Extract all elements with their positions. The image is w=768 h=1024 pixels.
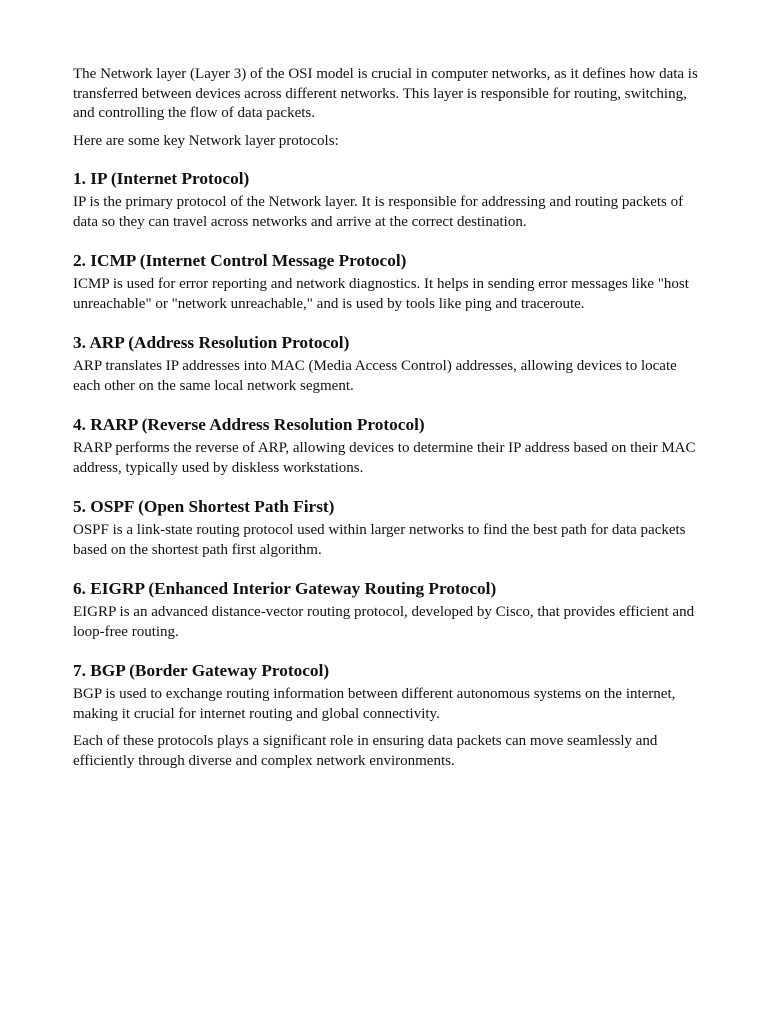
- protocol-body-rarp: RARP performs the reverse of ARP, allowing devices to determine their IP address based on their MAC address, typically used by diskless workstations.: [73, 440, 696, 476]
- protocol-section-icmp: [73, 250, 700, 314]
- protocol-body-arp: ARP translates IP addresses into MAC (Media Access Control) addresses, allowing devices to locate each other on the same local network segment.: [73, 358, 677, 394]
- protocol-section-eigrp: [73, 578, 700, 642]
- protocol-body-icmp: ICMP is used for error reporting and network diagnostics. It helps in sending error messages like "host unreachable" or "network unreachable," and is used by tools like ping and traceroute.: [73, 276, 689, 312]
- protocol-heading-rarp: 4. RARP (Reverse Address Resolution Protocol): [73, 415, 425, 434]
- protocol-heading-ip: 1. IP (Internet Protocol): [73, 169, 250, 188]
- protocol-heading-ospf: 5. OSPF (Open Shortest Path First): [73, 497, 335, 516]
- protocol-section-rarp: [73, 414, 700, 478]
- protocol-body-ip: IP is the primary protocol of the Network layer. It is responsible for addressing and routing packets of data so they can travel across networks and arrive at the correct destination.: [73, 194, 684, 230]
- protocol-body-ospf: OSPF is a link-state routing protocol used within larger networks to find the best path for data packets based on the shortest path first algorithm.: [73, 522, 686, 558]
- conclusion-paragraph: Each of these protocols plays a significant role in ensuring data packets can move seamlessly and efficiently through diverse and complex network environments.: [73, 733, 658, 769]
- protocol-heading-bgp: 7. BGP (Border Gateway Protocol): [73, 661, 330, 680]
- protocol-section-arp: [73, 332, 700, 396]
- protocol-body-bgp: BGP is used to exchange routing information between different autonomous systems on the internet, making it crucial for internet routing and global connectivity.: [73, 686, 676, 722]
- protocol-body-eigrp: EIGRP is an advanced distance-vector routing protocol, developed by Cisco, that provides efficient and loop-free routing.: [73, 604, 695, 640]
- protocol-heading-eigrp: 6. EIGRP (Enhanced Interior Gateway Routing Protocol): [73, 579, 497, 598]
- protocol-section-bgp: [73, 660, 700, 724]
- protocol-section-ospf: [73, 496, 700, 560]
- protocol-section-ip: [73, 168, 700, 232]
- intro-lead: Here are some key Network layer protocols:: [73, 132, 339, 149]
- protocol-heading-arp: 3. ARP (Address Resolution Protocol): [73, 333, 350, 352]
- protocol-heading-icmp: 2. ICMP (Internet Control Message Protocol): [73, 251, 407, 270]
- intro-paragraph: The Network layer (Layer 3) of the OSI model is crucial in computer networks, as it defines how data is transferred between devices across different networks. This layer is responsible for routing, switching, and controlling the flow of data packets.: [73, 66, 698, 121]
